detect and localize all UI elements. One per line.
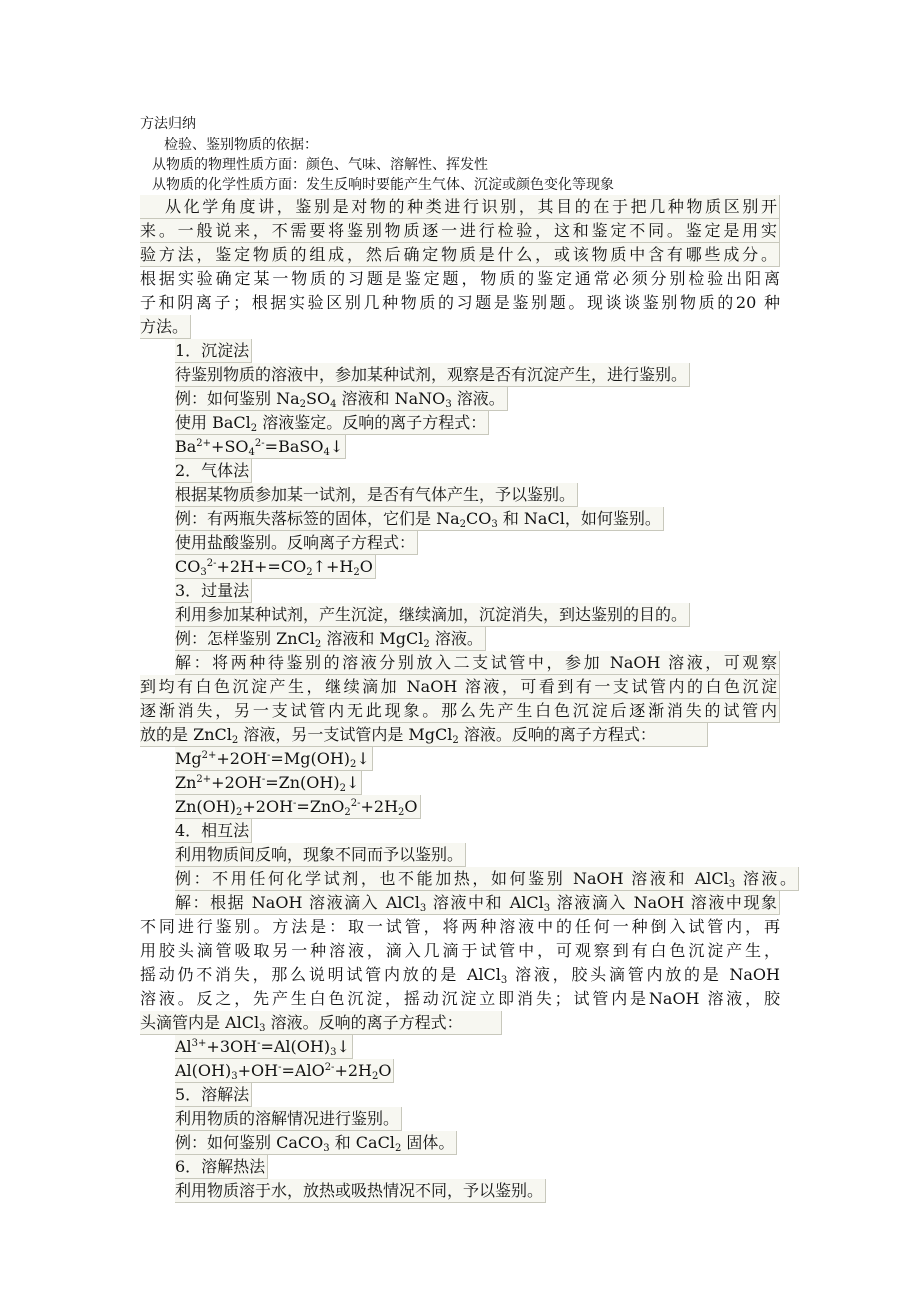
method-1-title: 1．沉淀法	[175, 339, 252, 363]
intro-line-6: 方法。	[140, 315, 191, 339]
method-2-desc: 根据某物质参加某一试剂，是否有气体产生，予以鉴别。	[175, 483, 578, 507]
method-6-title: 6．溶解热法	[175, 1155, 268, 1179]
method-3-equation-1: $Mg^{2+}+2OH^-=Mg(OH)_2↓$	[175, 747, 373, 771]
chemical-line: 从物质的化学性质方面：发生反响时要能产生气体、沉淀或颜色变化等现象	[152, 177, 614, 193]
intro-line-3: 验方法，鉴定物质的组成，然后确定物质是什么，或该物质中含有哪些成分。	[140, 243, 780, 267]
intro-line-4: 根据实验确定某一物质的习题是鉴定题，物质的鉴定通常必须分别检验出阳离	[140, 269, 780, 288]
method-4-solution-6: 头滴管内是 AlCl$_3$ 溶液。反响的离子方程式：	[140, 1011, 502, 1035]
method-3-solution-4: 放的是 ZnCl$_2$ 溶液，另一支试管内是 MgCl$_2$ 溶液。反响的离子方程式：	[140, 723, 708, 747]
physical-line: 从物质的物理性质方面：颜色、气味、溶解性、挥发性	[152, 157, 488, 173]
method-3-equation-2: $Zn^{2+}+2OH^-=Zn(OH)_2↓$	[175, 771, 362, 795]
intro-line-2: 来。一般说来，不需要将鉴别物质逐一进行检验，这和鉴定不同。鉴定是用实	[140, 219, 780, 243]
method-4-solution-1: 解：根据 NaOH 溶液滴入 AlCl$_3$ 溶液中和 AlCl$_3$ 溶液滴入 NaOH 溶液中现象	[175, 891, 780, 915]
method-2-usage: 使用盐酸鉴别。反响离子方程式：	[175, 531, 418, 555]
method-2-title: 2．气体法	[175, 459, 252, 483]
method-3-equation-3: $Zn(OH)_2+2OH^-=ZnO_2^{2-}+2H_2O$	[175, 795, 421, 819]
method-5-example: 例：如何鉴别 CaCO$_3$ 和 CaCl$_2$ 固体。	[175, 1131, 457, 1155]
method-3-example: 例：怎样鉴别 ZnCl$_2$ 溶液和 MgCl$_2$ 溶液。	[175, 627, 486, 651]
method-4-desc: 利用物质间反响，现象不同而予以鉴别。	[175, 843, 466, 867]
method-1-desc: 待鉴别物质的溶液中，参加某种试剂，观察是否有沉淀产生，进行鉴别。	[175, 363, 690, 387]
method-2-equation: $CO_3^{2-}+2H+=CO_2↑+H_2O$	[175, 555, 376, 579]
intro-line-5: 子和阴离子；根据实验区别几种物质的习题是鉴别题。现谈谈鉴别物质的20 种	[140, 293, 780, 312]
method-1-equation: $Ba^{2+}+SO_4^{2-}=BaSO_4↓$	[175, 435, 346, 459]
method-3-desc: 利用参加某种试剂，产生沉淀，继续滴加，沉淀消失，到达鉴别的目的。	[175, 603, 690, 627]
method-5-title: 5．溶解法	[175, 1083, 252, 1107]
method-1-usage: 使用 BaCl$_2$ 溶液鉴定。反响的离子方程式：	[175, 411, 489, 435]
method-4-equation-2: $Al(OH)_3+OH^-=AlO^{2-}+2H_2O$	[175, 1059, 394, 1083]
method-2-example: 例：有两瓶失落标签的固体，它们是 $Na_2CO_3$ 和 NaCl，如何鉴别。	[175, 507, 664, 531]
method-1-example: 例：如何鉴别 $Na_2SO_4$ 溶液和 NaNO$_3$ 溶液。	[175, 387, 508, 411]
method-4-solution-5: 溶液。反之，先产生白色沉淀，摇动沉淀立即消失；试管内是NaOH 溶液，胶	[140, 989, 780, 1008]
method-4-solution-2: 不同进行鉴别。方法是：取一试管，将两种溶液中的任何一种倒入试管内，再	[140, 917, 780, 936]
method-3-solution-3: 逐渐消失，另一支试管内无此现象。那么先产生白色沉淀后逐渐消失的试管内	[140, 699, 780, 723]
intro-line-1: 从化学角度讲，鉴别是对物的种类进行识别，其目的在于把几种物质区别开	[140, 195, 780, 219]
method-3-title: 3．过量法	[175, 579, 252, 603]
section-title: 方法归纳	[140, 116, 196, 132]
method-4-equation-1: $Al^{3+}+3OH^-=Al(OH)_3↓$	[175, 1035, 353, 1059]
method-3-solution-2: 到均有白色沉淀产生，继续滴加 NaOH 溶液，可看到有一支试管内的白色沉淀	[140, 675, 780, 699]
method-4-solution-3: 用胶头滴管吸取另一种溶液，滴入几滴于试管中，可观察到有白色沉淀产生，	[140, 941, 780, 960]
method-4-example: 例：不用任何化学试剂，也不能加热，如何鉴别 NaOH 溶液和 AlCl$_3$ 溶液。	[175, 867, 799, 891]
method-4-solution-4: 摇动仍不消失，那么说明试管内放的是 AlCl$_3$ 溶液，胶头滴管内放的是 NaOH	[140, 965, 780, 986]
method-5-desc: 利用物质的溶解情况进行鉴别。	[175, 1107, 402, 1131]
method-3-solution-1: 解：将两种待鉴别的溶液分别放入二支试管中，参加 NaOH 溶液，可观察	[175, 651, 780, 675]
method-4-title: 4．相互法	[175, 819, 252, 843]
method-6-desc: 利用物质溶于水，放热或吸热情况不同，予以鉴别。	[175, 1179, 546, 1203]
basis-line: 检验、鉴别物质的依据：	[164, 137, 318, 153]
